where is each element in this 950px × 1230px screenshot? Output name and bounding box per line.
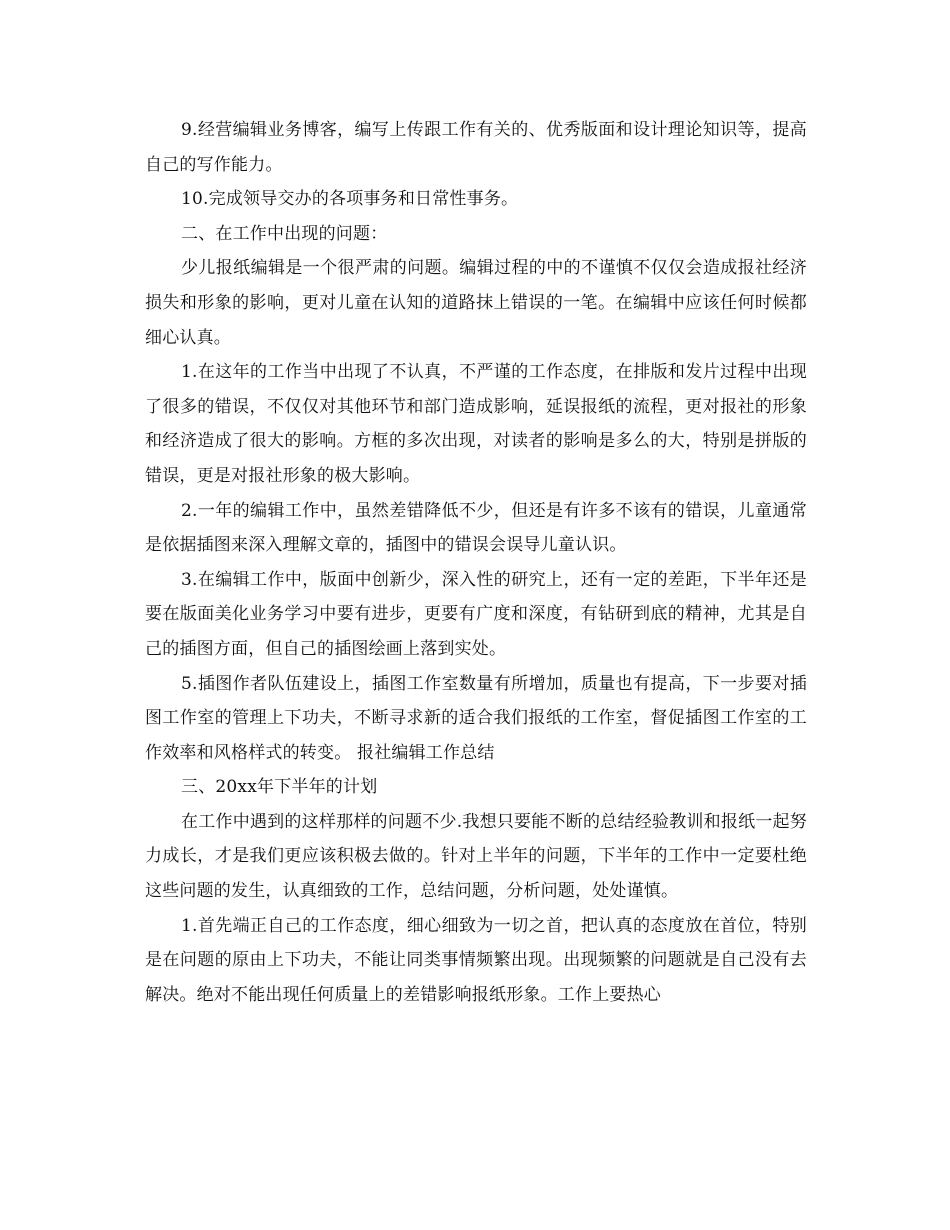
paragraph-problem-5: 5.插图作者队伍建设上，插图工作室数量有所增加，质量也有提高，下一步要对插图工作室的管理上下功夫，不断寻求新的适合我们报纸的工作室，督促插图工作室的工作效率和风格样式的转变。 报社编辑工作总结 — [145, 673, 807, 763]
paragraph-item-10: 10.完成领导交办的各项事务和日常性事务。 — [181, 189, 519, 210]
section-heading-problems: 二、在工作中出现的问题： — [181, 223, 388, 244]
paragraph-problem-3: 3.在编辑工作中，版面中创新少，深入性的研究上，还有一定的差距，下半年还是要在版面美化业务学习中要有进步，更要有广度和深度，有钻研到底的精神，尤其是自己的插图方面，但自己的插图绘画上落到实处。 — [145, 569, 807, 659]
paragraph-problem-1: 1.在这年的工作当中出现了不认真，不严谨的工作态度，在排版和发片过程中出现了很多的错误，不仅仅对其他环节和部门造成影响，延误报纸的流程，更对报社的形象和经济造成了很大的影响。方框的多次出现，对读者的影响是多么的大，特别是拼版的错误，更是对报社形象的极大影响。 — [145, 362, 807, 486]
paragraph-problem-2: 2.一年的编辑工作中，虽然差错降低不少，但还是有许多不该有的错误，儿童通常是依据插图来深入理解文章的，插图中的错误会误导儿童认识。 — [145, 500, 807, 556]
document-body — [145, 113, 807, 1012]
paragraph-problems-intro: 少儿报纸编辑是一个很严肃的问题。编辑过程的中的不谨慎不仅仅会造成报社经济损失和形象的影响，更对儿童在认知的道路抹上错误的一笔。在编辑中应该任何时候都细心认真。 — [145, 258, 807, 348]
paragraph-plan-1: 1.首先端正自己的工作态度，细心细致为一切之首，把认真的态度放在首位，特别是在问题的原由上下功夫，不能让同类事情频繁出现。出现频繁的问题就是自己没有去解决。绝对不能出现任何质量上的差错影响报纸形象。工作上要热心 — [145, 915, 807, 1005]
section-heading-plan: 三、20xx年下半年的计划 — [181, 777, 378, 798]
paragraph-item-9: 9.经营编辑业务博客，编写上传跟工作有关的、优秀版面和设计理论知识等，提高自己的写作能力。 — [145, 120, 807, 175]
paragraph-plan-intro: 在工作中遇到的这样那样的问题不少.我想只要能不断的总结经验教训和报纸一起努力成长，才是我们更应该积极去做的。针对上半年的问题，下半年的工作中一定要杜绝这些问题的发生，认真细致的工作，总结问题，分析问题，处处谨慎。 — [145, 811, 807, 902]
